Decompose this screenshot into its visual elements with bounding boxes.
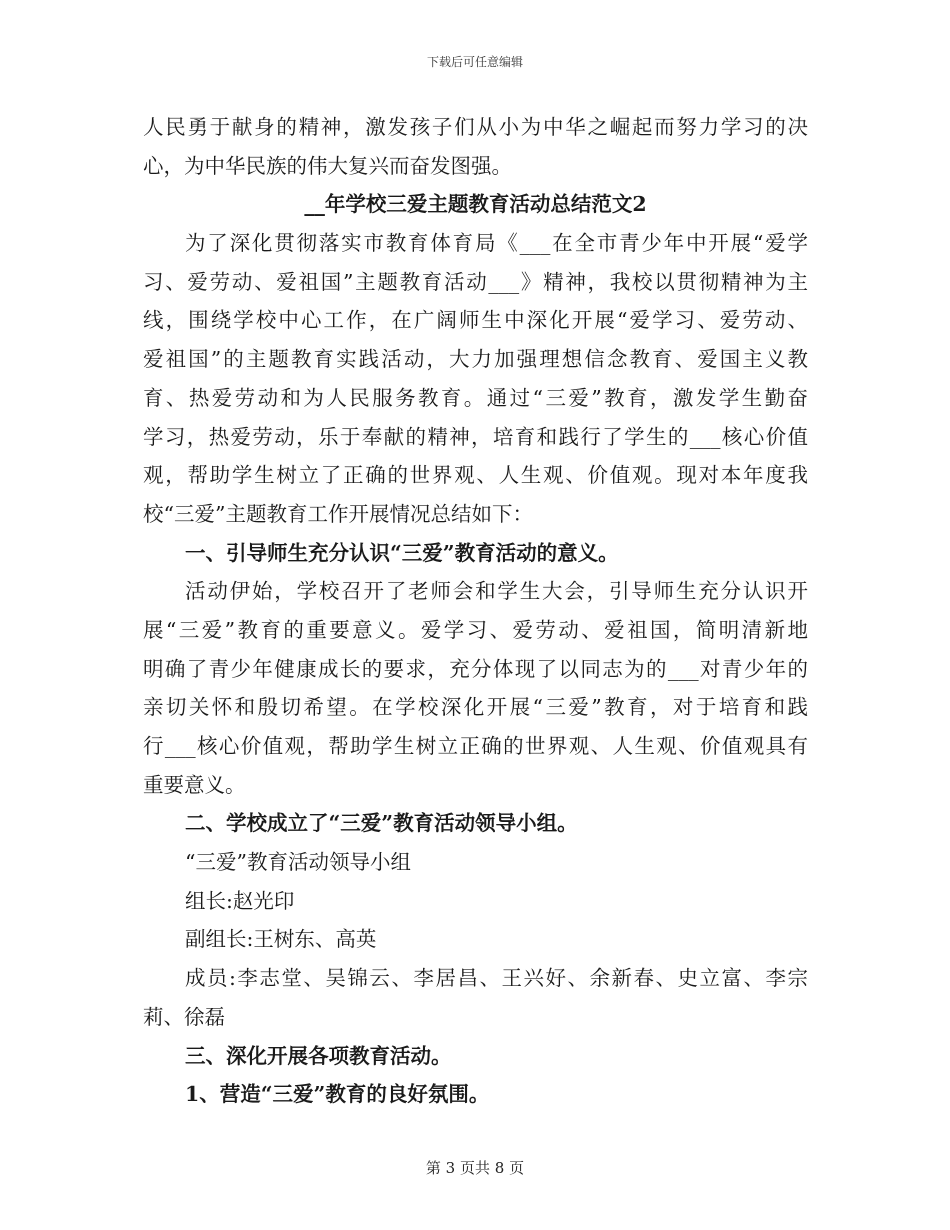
- text-line: 人民勇于献身的精神，激发孩子们从小为中华之崛起而努力学习的决: [143, 115, 808, 139]
- page-header: 下载后可任意编辑: [426, 55, 523, 69]
- text-line: 成员:李志堂、吴锦云、李居昌、王兴好、余新春、史立富、李宗: [185, 966, 808, 991]
- text-line: 重要意义。: [143, 772, 246, 797]
- text-line: 心，为中华民族的伟大复兴而奋发图强。: [143, 153, 512, 178]
- text-line: 活动伊始，学校召开了老师会和学生大会，引导师生充分认识开: [185, 579, 808, 604]
- text-line: 观，帮助学生树立了正确的世界观、人生观、价值观。现对本年度我: [143, 463, 808, 488]
- text-line: 行___核心价值观，帮助学生树立正确的世界观、人生观、价值观具有: [143, 734, 808, 758]
- text-line: 展“三爱”教育的重要意义。爱学习、爱劳动、爱祖国，简明清新地: [143, 617, 808, 642]
- subheading: 三、深化开展各项教育活动。: [185, 1043, 452, 1068]
- text-line: 校“三爱”主题教育工作开展情况总结如下：: [143, 501, 533, 526]
- subheading: 二、学校成立了“三爱”教育活动领导小组。: [185, 811, 578, 836]
- document-body: [143, 108, 808, 1114]
- page-footer: 第 3 页共 8 页: [425, 1159, 525, 1177]
- text-line: 学习，热爱劳动，乐于奉献的精神，培育和践行了学生的___核心价值: [143, 424, 808, 449]
- text-line: 亲切关怀和殷切希望。在学校深化开展“三爱”教育，对于培育和践: [143, 695, 808, 720]
- subheading: 1、营造“三爱”教育的良好氛围。: [185, 1082, 490, 1107]
- text-line: 明确了青少年健康成长的要求，充分体现了以同志为的___对青少年的: [143, 656, 808, 681]
- text-line: 育、热爱劳动和为人民服务教育。通过“三爱”教育，激发学生勤奋: [143, 385, 808, 410]
- text-line: 线，围绕学校中心工作，在广阔师生中深化开展“爱学习、爱劳动、: [143, 308, 808, 333]
- subheading: 一、引导师生充分认识“三爱”教育活动的意义。: [185, 540, 619, 565]
- text-line: 副组长:王树东、高英: [185, 927, 377, 952]
- text-line: “三爱”教育活动领导小组: [185, 850, 411, 875]
- text-line: 组长:赵光印: [185, 888, 295, 913]
- text-line: 为了深化贯彻落实市教育体育局《___在全市青少年中开展“爱学: [185, 231, 808, 256]
- text-line: 习、爱劳动、爱祖国”主题教育活动___》精神，我校以贯彻精神为主: [143, 269, 808, 294]
- text-line: 莉、徐磊: [143, 1004, 225, 1029]
- section-title: __年学校三爱主题教育活动总结范文2: [304, 192, 647, 217]
- text-line: 爱祖国”的主题教育实践活动，大力加强理想信念教育、爱国主义教: [143, 347, 808, 372]
